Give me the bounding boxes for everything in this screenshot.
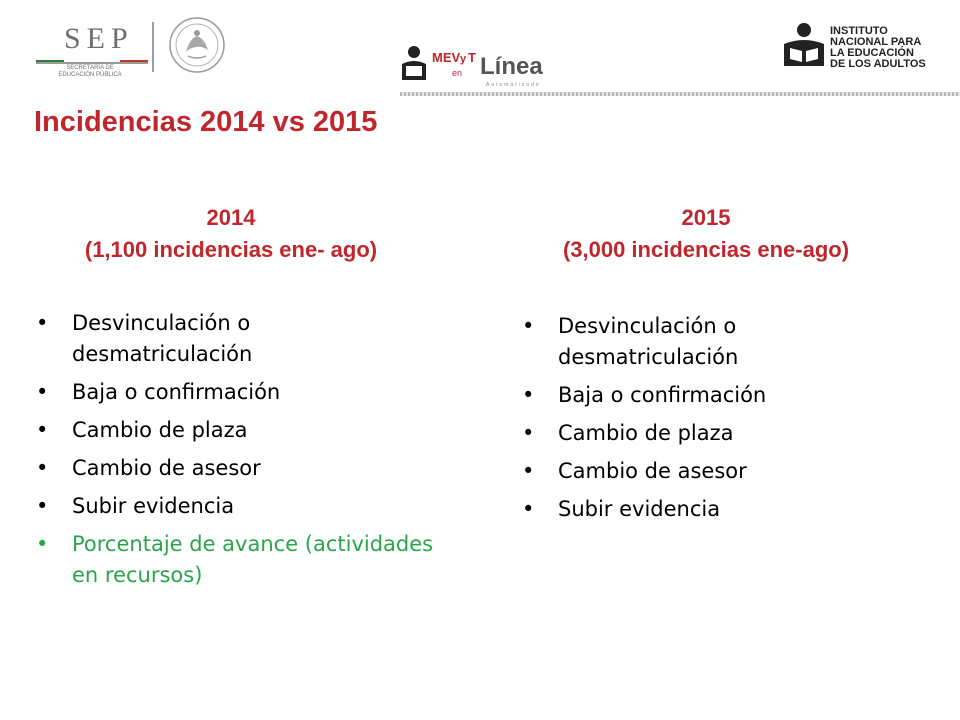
bullet-list-2014 — [34, 308, 434, 598]
bullet-icon: • — [36, 456, 49, 480]
bullet-icon: • — [522, 383, 535, 407]
list-item-text: Desvinculación o desmatriculación — [558, 314, 739, 369]
sep-logo-subtitle: SECRETARÍA DE EDUCACIÓN PÚBLICA — [58, 65, 122, 78]
bullet-icon: • — [522, 497, 535, 521]
mevyt-en-linea-logo — [402, 40, 562, 88]
list-item-text: Desvinculación o desmatriculación — [72, 311, 253, 366]
svg-text:y: y — [460, 53, 467, 65]
list-item-text: Baja o confirmación — [558, 383, 767, 407]
list-item — [34, 491, 434, 522]
sep-logo-wordmark: SEP — [64, 22, 134, 55]
column-2014-heading — [34, 202, 428, 266]
inea-logo-text: INSTITUTO NACIONAL PARA LA EDUCACIÓN DE LOS ADULTOS — [830, 25, 926, 70]
bullet-list-2015 — [520, 311, 920, 532]
header-rule — [400, 92, 960, 96]
list-item-text: Subir evidencia — [72, 494, 235, 518]
bullet-icon: • — [522, 314, 535, 338]
bullet-icon: • — [36, 418, 49, 442]
list-item-text: Baja o confirmación — [72, 380, 281, 404]
list-item — [520, 456, 920, 487]
list-item-text: Cambio de plaza — [558, 421, 734, 445]
list-item-text: Cambio de asesor — [72, 456, 261, 480]
svg-text:en: en — [452, 68, 463, 78]
bullet-icon: • — [36, 380, 49, 404]
column-subtitle: (3,000 incidencias ene-ago) — [562, 237, 850, 262]
inea-logo — [780, 20, 940, 76]
bullet-icon: • — [522, 421, 535, 445]
mexico-seal-icon — [168, 16, 226, 74]
column-year: 2015 — [681, 205, 731, 230]
column-subtitle: (1,100 incidencias ene- ago) — [84, 237, 378, 262]
bullet-icon: • — [522, 459, 535, 483]
list-item — [520, 494, 920, 525]
list-item — [520, 311, 920, 373]
list-item-text: Subir evidencia — [558, 497, 721, 521]
list-item — [34, 453, 434, 484]
list-item — [520, 380, 920, 411]
column-year: 2014 — [206, 205, 256, 230]
inea-reader-icon — [780, 20, 826, 70]
list-item-text: Cambio de asesor — [558, 459, 747, 483]
header-divider — [152, 22, 154, 72]
svg-text:MEV: MEV — [432, 50, 461, 65]
svg-text:Automatizado: Automatizado — [486, 82, 541, 88]
column-2015-heading — [506, 202, 906, 266]
list-item — [34, 529, 434, 591]
sep-logo — [30, 22, 150, 76]
list-item-text: Cambio de plaza — [72, 418, 248, 442]
slide-header — [0, 0, 960, 96]
list-item — [34, 308, 434, 370]
bullet-icon: • — [36, 311, 49, 335]
svg-text:Línea: Línea — [480, 53, 543, 80]
list-item — [34, 415, 434, 446]
list-item — [34, 377, 434, 408]
bullet-icon: • — [36, 532, 49, 556]
svg-text:T: T — [468, 50, 476, 65]
list-item — [520, 418, 920, 449]
list-item-text: Porcentaje de avance (actividades en recursos) — [72, 532, 434, 587]
slide-title: Incidencias 2014 vs 2015 — [34, 106, 378, 138]
bullet-icon: • — [36, 494, 49, 518]
